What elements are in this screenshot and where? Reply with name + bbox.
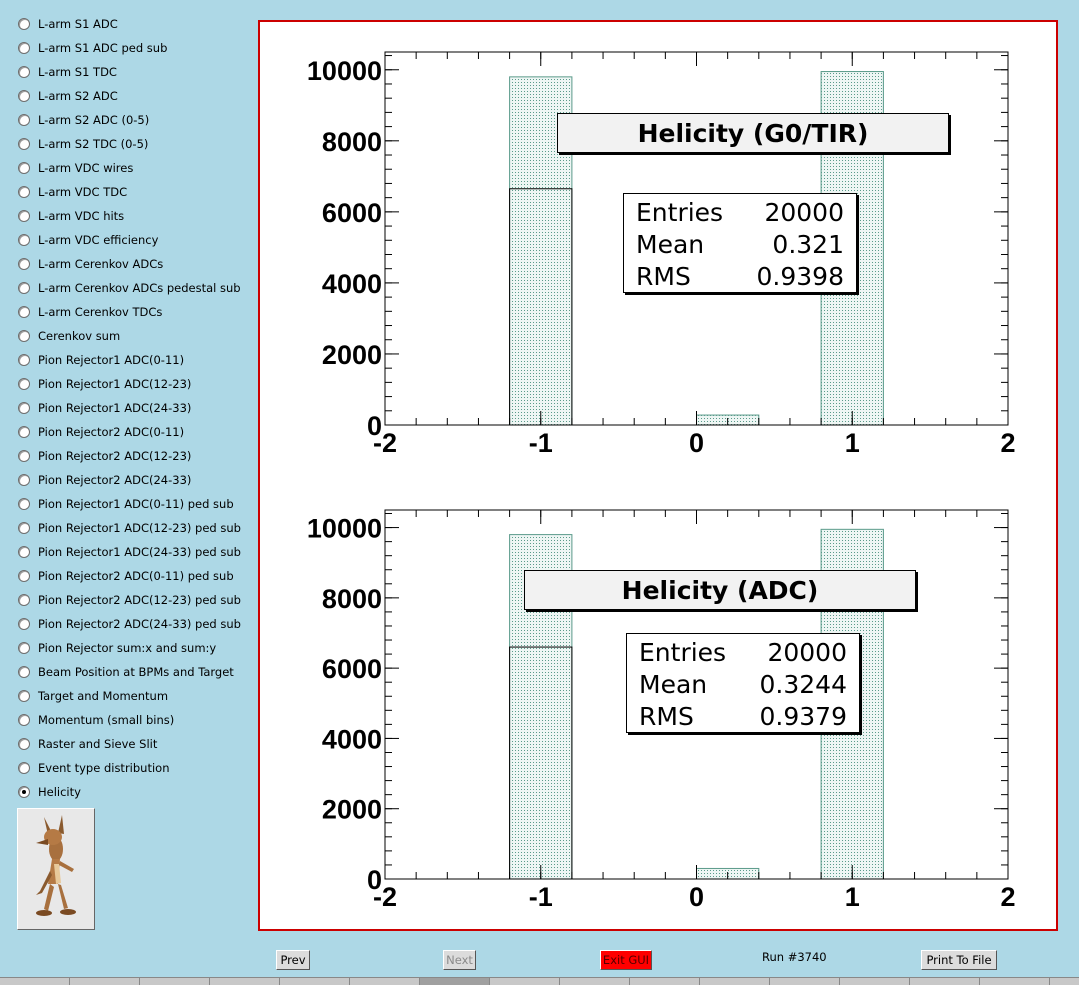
radio-option[interactable] bbox=[14, 684, 254, 708]
x-tick-label: 1 bbox=[844, 882, 860, 912]
radio-button[interactable] bbox=[18, 546, 30, 558]
stats-value: 0.9398 bbox=[756, 262, 844, 291]
radio-option[interactable] bbox=[14, 156, 254, 180]
radio-button[interactable] bbox=[18, 114, 30, 126]
radio-button[interactable] bbox=[18, 186, 30, 198]
radio-label: L-arm Cerenkov ADCs pedestal sub bbox=[38, 281, 241, 295]
stats-label: Entries bbox=[639, 638, 727, 667]
radio-label: L-arm S1 ADC ped sub bbox=[38, 41, 168, 55]
radio-option[interactable] bbox=[14, 348, 254, 372]
radio-label: Pion Rejector1 ADC(0-11) bbox=[38, 353, 185, 367]
radio-button[interactable] bbox=[18, 162, 30, 174]
radio-label: Pion Rejector2 ADC(0-11) ped sub bbox=[38, 569, 234, 583]
radio-label: Helicity bbox=[38, 785, 81, 799]
radio-button[interactable] bbox=[18, 210, 30, 222]
radio-label: Momentum (small bins) bbox=[38, 713, 175, 727]
y-tick-label: 2000 bbox=[321, 339, 382, 370]
radio-option[interactable] bbox=[14, 36, 254, 60]
radio-option[interactable] bbox=[14, 108, 254, 132]
radio-button[interactable] bbox=[18, 450, 30, 462]
radio-option[interactable] bbox=[14, 252, 254, 276]
radio-option[interactable] bbox=[14, 228, 254, 252]
radio-label: Pion Rejector1 ADC(0-11) ped sub bbox=[38, 497, 234, 511]
plot-helicity-adc bbox=[260, 477, 1056, 929]
y-tick-label: 6000 bbox=[321, 654, 382, 685]
radio-option[interactable] bbox=[14, 636, 254, 660]
y-tick-label: 2000 bbox=[321, 794, 382, 825]
radio-label: L-arm VDC TDC bbox=[38, 185, 128, 199]
radio-option[interactable] bbox=[14, 708, 254, 732]
y-tick-label: 0 bbox=[366, 865, 382, 895]
radio-option[interactable] bbox=[14, 468, 254, 492]
stats-box bbox=[623, 193, 857, 293]
y-tick-label: 4000 bbox=[321, 268, 382, 299]
radio-label: Target and Momentum bbox=[38, 689, 169, 703]
radio-button[interactable] bbox=[18, 426, 30, 438]
radio-label: Pion Rejector1 ADC(12-23) ped sub bbox=[38, 521, 241, 535]
stats-label: Mean bbox=[636, 230, 705, 259]
next-button[interactable]: Next bbox=[443, 950, 476, 970]
radio-label: Pion Rejector2 ADC(12-23) bbox=[38, 449, 192, 463]
radio-button[interactable] bbox=[18, 594, 30, 606]
radio-button[interactable] bbox=[18, 378, 30, 390]
y-tick-label: 8000 bbox=[321, 583, 382, 614]
run-number-label: Run #3740 bbox=[762, 950, 827, 964]
radio-label: L-arm VDC wires bbox=[38, 161, 134, 175]
radio-label: Pion Rejector1 ADC(24-33) ped sub bbox=[38, 545, 241, 559]
radio-label: Beam Position at BPMs and Target bbox=[38, 665, 234, 679]
radio-option[interactable] bbox=[14, 780, 254, 804]
radio-label: Pion Rejector sum:x and sum:y bbox=[38, 641, 217, 655]
x-tick-label: 1 bbox=[844, 428, 860, 458]
stats-value: 20000 bbox=[767, 638, 847, 667]
radio-option[interactable] bbox=[14, 564, 254, 588]
radio-button[interactable] bbox=[18, 570, 30, 582]
radio-label: L-arm S1 TDC bbox=[38, 65, 117, 79]
x-tick-label: -1 bbox=[528, 428, 553, 458]
radio-button[interactable] bbox=[18, 138, 30, 150]
stats-label: RMS bbox=[639, 702, 694, 731]
radio-label: Event type distribution bbox=[38, 761, 170, 775]
radio-option[interactable] bbox=[14, 588, 254, 612]
plot-title: Helicity (ADC) bbox=[524, 570, 916, 610]
x-tick-label: 0 bbox=[688, 882, 705, 912]
radio-button[interactable] bbox=[18, 66, 30, 78]
radio-option[interactable] bbox=[14, 84, 254, 108]
exit-gui-button[interactable]: Exit GUI bbox=[600, 950, 652, 970]
stats-label: Mean bbox=[639, 670, 708, 699]
logo-button[interactable] bbox=[17, 808, 95, 930]
radio-option[interactable] bbox=[14, 12, 254, 36]
radio-label: L-arm S2 TDC (0-5) bbox=[38, 137, 149, 151]
radio-button[interactable] bbox=[18, 90, 30, 102]
radio-button[interactable] bbox=[18, 282, 30, 294]
radio-option[interactable] bbox=[14, 324, 254, 348]
radio-label: L-arm VDC efficiency bbox=[38, 233, 159, 247]
stats-value: 0.9379 bbox=[759, 702, 847, 731]
coyote-logo-icon bbox=[18, 809, 94, 929]
radio-option[interactable] bbox=[14, 732, 254, 756]
prev-button[interactable]: Prev bbox=[276, 950, 310, 970]
radio-button[interactable] bbox=[18, 42, 30, 54]
radio-label: L-arm S2 ADC bbox=[38, 89, 118, 103]
radio-option[interactable] bbox=[14, 756, 254, 780]
plot-helicity-g0tir bbox=[260, 22, 1056, 477]
radio-label: Pion Rejector2 ADC(24-33) ped sub bbox=[38, 617, 241, 631]
stats-value: 0.321 bbox=[772, 230, 844, 259]
radio-label: Cerenkov sum bbox=[38, 329, 121, 343]
radio-button[interactable] bbox=[18, 738, 30, 750]
print-to-file-button[interactable]: Print To File bbox=[921, 950, 997, 970]
radio-label: L-arm S1 ADC bbox=[38, 17, 118, 31]
radio-label: Pion Rejector2 ADC(12-23) ped sub bbox=[38, 593, 241, 607]
stats-label: Entries bbox=[636, 198, 724, 227]
x-tick-label: 0 bbox=[688, 428, 705, 458]
radio-button[interactable] bbox=[18, 474, 30, 486]
x-tick-label: -2 bbox=[372, 882, 398, 912]
radio-button[interactable] bbox=[18, 618, 30, 630]
radio-option[interactable] bbox=[14, 420, 254, 444]
radio-option[interactable] bbox=[14, 132, 254, 156]
radio-button[interactable] bbox=[18, 762, 30, 774]
radio-label: Pion Rejector1 ADC(24-33) bbox=[38, 401, 192, 415]
radio-option[interactable] bbox=[14, 276, 254, 300]
stats-box bbox=[626, 633, 860, 733]
radio-label: Pion Rejector2 ADC(24-33) bbox=[38, 473, 192, 487]
radio-label: Raster and Sieve Slit bbox=[38, 737, 158, 751]
plot-title: Helicity (G0/TIR) bbox=[557, 113, 949, 153]
radio-button[interactable] bbox=[18, 642, 30, 654]
radio-button[interactable] bbox=[18, 306, 30, 318]
radio-button[interactable] bbox=[18, 522, 30, 534]
radio-button[interactable] bbox=[18, 18, 30, 30]
radio-option[interactable] bbox=[14, 540, 254, 564]
radio-option[interactable] bbox=[14, 612, 254, 636]
radio-option[interactable] bbox=[14, 444, 254, 468]
radio-option[interactable] bbox=[14, 372, 254, 396]
radio-option[interactable] bbox=[14, 204, 254, 228]
radio-option[interactable] bbox=[14, 300, 254, 324]
radio-button[interactable] bbox=[18, 354, 30, 366]
x-tick-label: -2 bbox=[372, 428, 398, 458]
radio-button[interactable] bbox=[18, 498, 30, 510]
radio-button[interactable] bbox=[18, 258, 30, 270]
radio-button[interactable] bbox=[18, 330, 30, 342]
radio-button[interactable] bbox=[18, 666, 30, 678]
radio-button[interactable] bbox=[18, 402, 30, 414]
radio-option[interactable] bbox=[14, 660, 254, 684]
radio-label: L-arm VDC hits bbox=[38, 209, 125, 223]
x-tick-label: -1 bbox=[528, 882, 553, 912]
radio-option[interactable] bbox=[14, 60, 254, 84]
y-tick-label: 10000 bbox=[306, 55, 382, 86]
radio-option[interactable] bbox=[14, 492, 254, 516]
radio-button[interactable] bbox=[18, 786, 30, 798]
radio-label: Pion Rejector2 ADC(0-11) bbox=[38, 425, 185, 439]
stats-label: RMS bbox=[636, 262, 691, 291]
radio-label: L-arm Cerenkov ADCs bbox=[38, 257, 164, 271]
histogram-selector bbox=[14, 12, 254, 804]
radio-label: L-arm Cerenkov TDCs bbox=[38, 305, 163, 319]
radio-option[interactable] bbox=[14, 516, 254, 540]
x-tick-label: 2 bbox=[1000, 882, 1016, 912]
radio-label: Pion Rejector1 ADC(12-23) bbox=[38, 377, 192, 391]
radio-option[interactable] bbox=[14, 396, 254, 420]
radio-label: L-arm S2 ADC (0-5) bbox=[38, 113, 150, 127]
y-tick-label: 6000 bbox=[321, 197, 382, 228]
y-tick-label: 0 bbox=[366, 411, 382, 441]
histogram-canvas bbox=[258, 20, 1058, 931]
stats-value: 0.3244 bbox=[759, 670, 847, 699]
y-tick-label: 10000 bbox=[306, 513, 382, 544]
radio-option[interactable] bbox=[14, 180, 254, 204]
radio-button[interactable] bbox=[18, 234, 30, 246]
x-tick-label: 2 bbox=[1000, 428, 1016, 458]
radio-button[interactable] bbox=[18, 714, 30, 726]
y-tick-label: 8000 bbox=[321, 126, 382, 157]
y-tick-label: 4000 bbox=[321, 724, 382, 755]
radio-button[interactable] bbox=[18, 690, 30, 702]
stats-value: 20000 bbox=[764, 198, 844, 227]
